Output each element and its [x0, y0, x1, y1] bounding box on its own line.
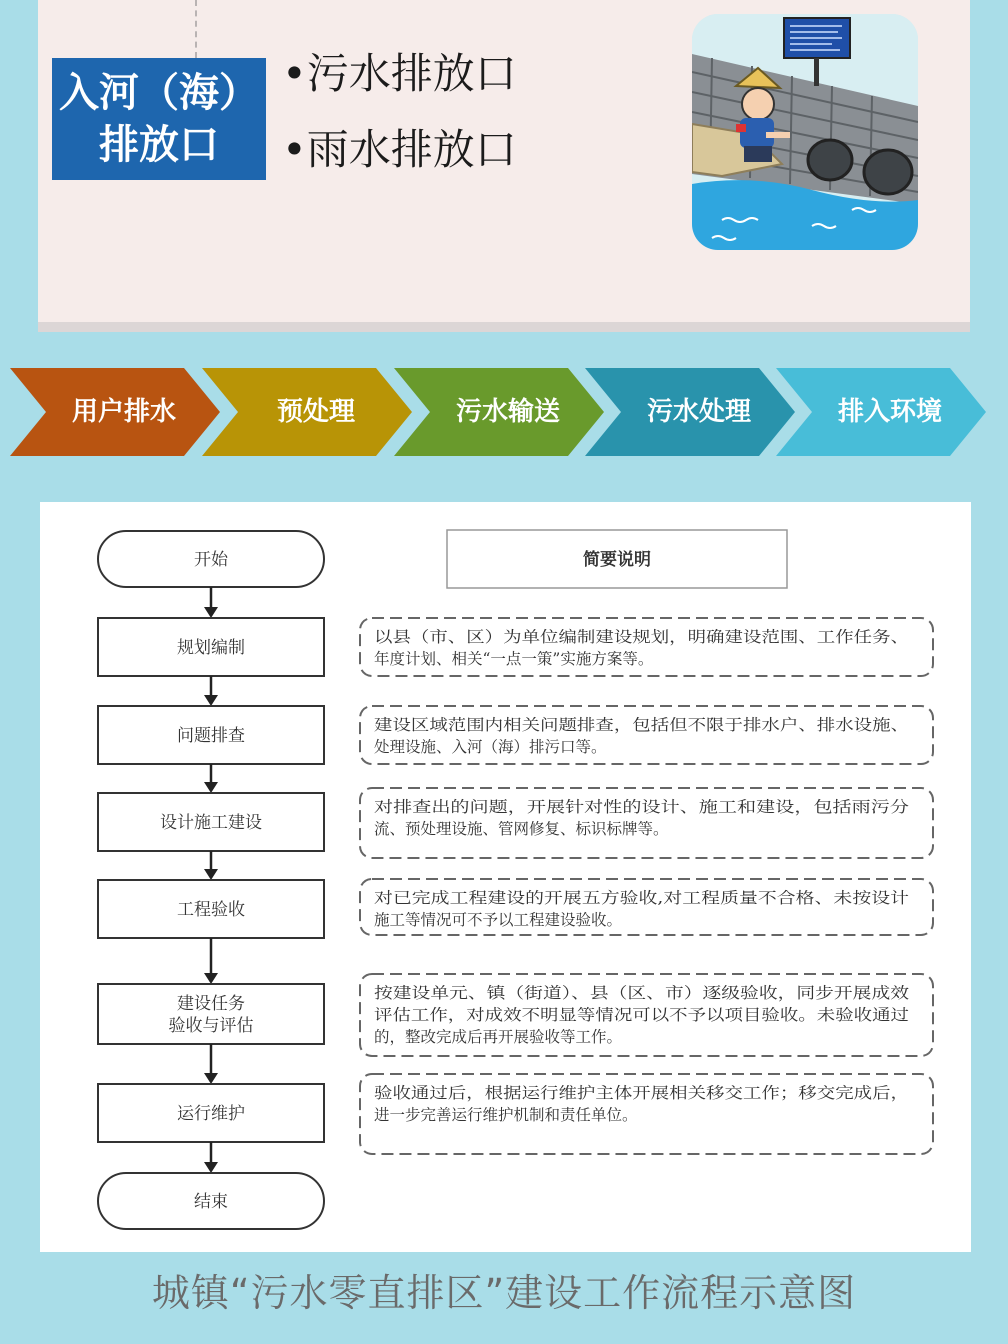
- note-text-task-evaluation: 按建设单元、镇（街道）、县（区、市）逐级验收，同步开展成效: [374, 984, 816, 1002]
- flowchart-card: [40, 502, 971, 1252]
- note-text-problem-survey: 建设区域范围内相关问题排查，包括但不限于排水户、排水设施、: [374, 716, 909, 734]
- flow-node-label-task-evaluation: 验收与评估: [168, 1016, 254, 1036]
- flow-arrow-head: [204, 607, 218, 618]
- flow-node-label-end: 结束: [194, 1192, 228, 1212]
- flow-node-label-planning: 规划编制: [177, 638, 245, 658]
- note-text-operation: 进一步完善运行维护机制和责任单位。: [374, 1106, 638, 1124]
- note-text-design-construction: 流、预处理设施、管网修复、标识标牌等。: [374, 820, 669, 838]
- outlet-section: [38, 0, 970, 332]
- note-text-task-evaluation: 评估工作，对成效不明显等情况可以不予以项目验收。未验收通过: [374, 1006, 909, 1024]
- note-text-design-construction: 对排查出的问题，开展针对性的设计、施工和建设，包括雨污分: [374, 798, 910, 816]
- chevron-label-sewage-treatment: 污水处理: [646, 397, 751, 427]
- chevron-label-discharge: 排入环境: [837, 397, 942, 427]
- chevron-label-sewage-transport: 污水输送: [455, 397, 560, 427]
- flow-node-label-start: 开始: [194, 550, 228, 570]
- chevron-label-pretreatment: 预处理: [276, 397, 355, 427]
- note-text-problem-survey: 处理设施、入河（海）排污口等。: [374, 738, 607, 756]
- summary-header: 简要说明: [583, 550, 651, 570]
- outlet-title-line2: 排放口: [99, 122, 219, 168]
- flow-arrow-head: [204, 869, 218, 880]
- flow-arrow-head: [204, 1073, 218, 1084]
- inspector-illustration: [692, 14, 918, 250]
- flow-arrow-head: [204, 973, 218, 984]
- flow-node-label-task-evaluation: 建设任务: [177, 994, 245, 1014]
- flow-node-label-problem-survey: 问题排查: [177, 726, 245, 746]
- process-chevron-row: [0, 368, 1008, 456]
- note-text-operation: 验收通过后，根据运行维护主体开展相关移交工作；移交完成后，: [374, 1084, 909, 1102]
- note-text-acceptance: 对已完成工程建设的开展五方验收,对工程质量不合格、未按设计: [374, 889, 909, 907]
- outlet-item-rain: •雨水排放口: [282, 125, 517, 174]
- flowchart-diagram: [40, 502, 971, 1252]
- note-text-acceptance: 施工等情况可不予以工程建设验收。: [374, 911, 623, 929]
- outlet-title-line1: 入河（海）: [59, 70, 259, 116]
- dashed-divider: [195, 0, 197, 58]
- flow-node-label-operation: 运行维护: [177, 1104, 245, 1124]
- flow-node-label-acceptance: 工程验收: [177, 900, 245, 920]
- flow-arrow-head: [204, 1162, 218, 1173]
- outlet-type-list: [282, 49, 517, 204]
- outlet-item-sewage: •污水排放口: [282, 49, 517, 98]
- chevron-label-user-drainage: 用户排水: [71, 397, 176, 427]
- note-text-task-evaluation: 的，整改完成后再开展验收等工作。: [374, 1028, 623, 1046]
- flow-node-label-design-construction: 设计施工建设: [160, 813, 262, 833]
- flow-arrow-head: [204, 782, 218, 793]
- figure-caption: 城镇“污水零直排区”建设工作流程示意图: [151, 1271, 857, 1315]
- note-text-planning: 以县（市、区）为单位编制建设规划，明确建设范围、工作任务、: [374, 628, 909, 646]
- flow-arrow-head: [204, 695, 218, 706]
- outlet-title-box: [52, 58, 266, 180]
- note-text-planning: 年度计划、相关“一点一策”实施方案等。: [374, 650, 654, 668]
